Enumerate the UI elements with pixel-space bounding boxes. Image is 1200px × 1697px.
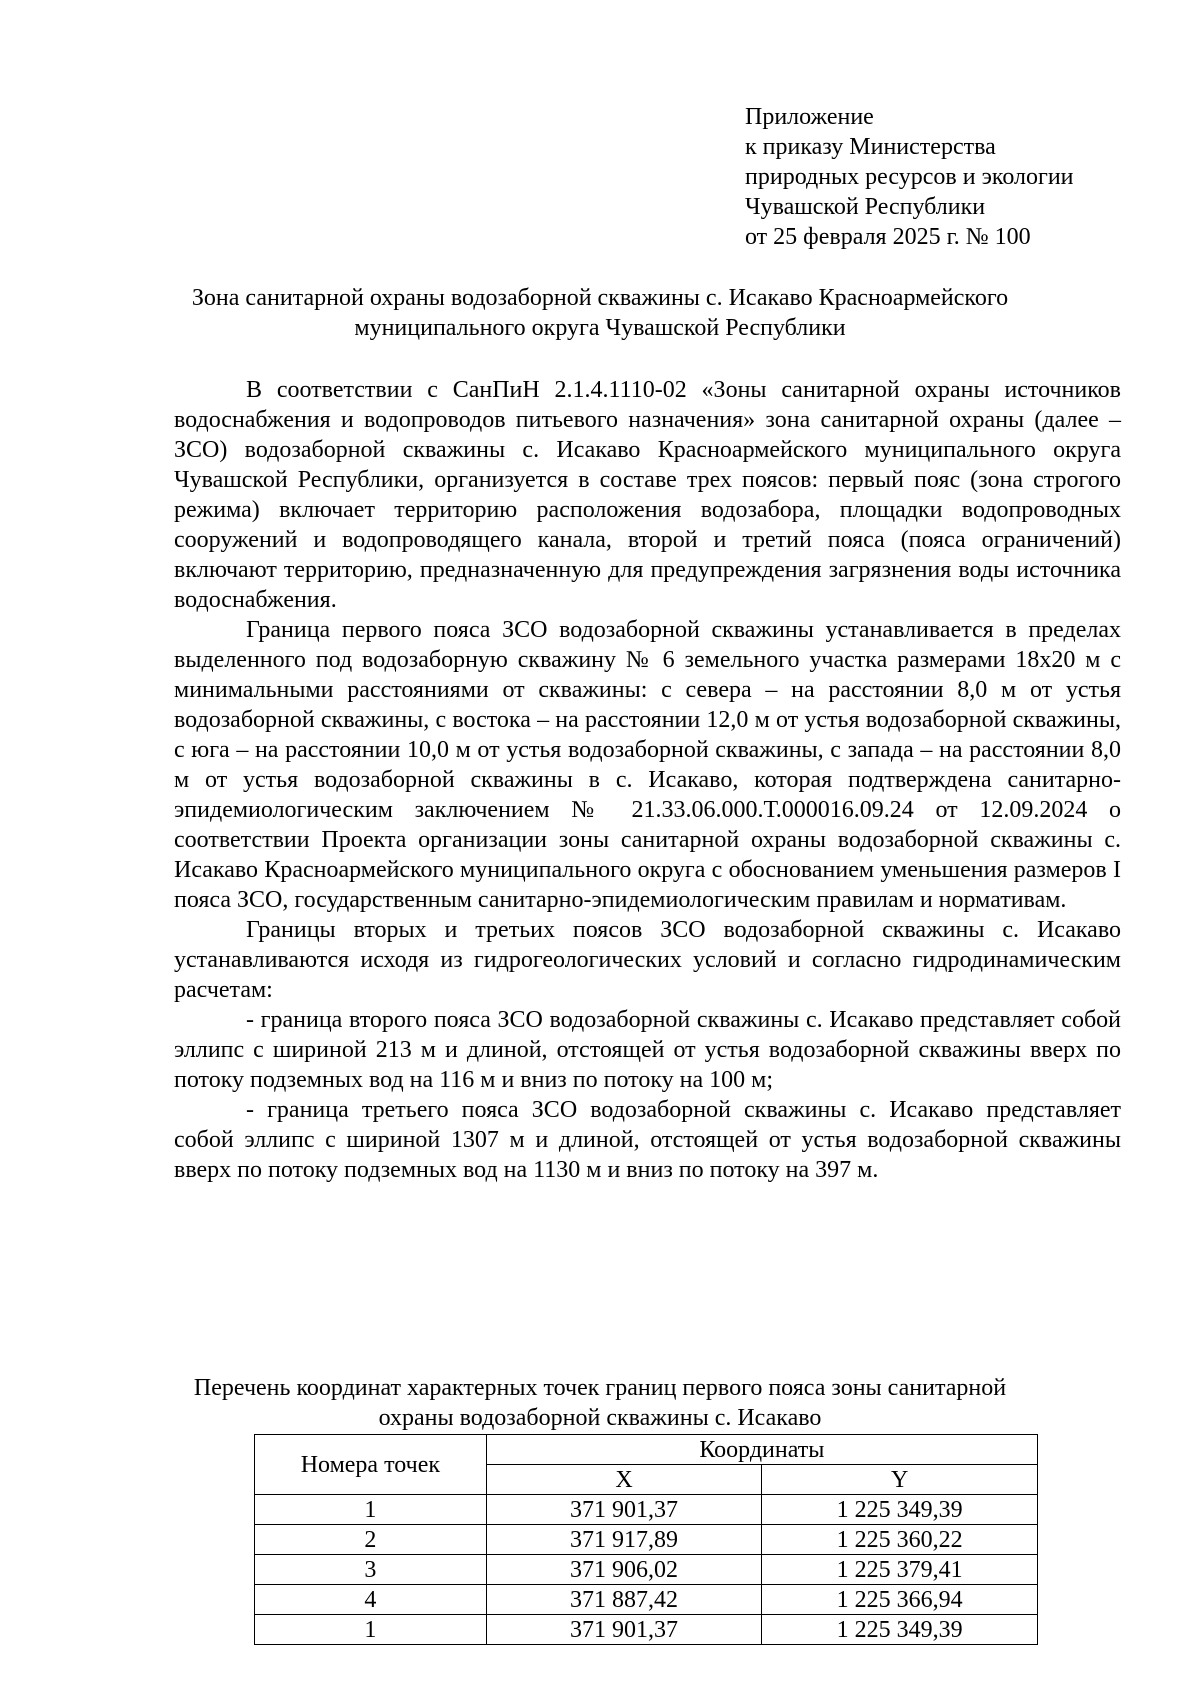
paragraph-first-belt: Граница первого пояса ЗСО водозаборной скважины устанавливается в пределах выделенного под водозаборную скважину № 6 земельного участка размерами 18х20 м с минимальными расстояниями от скважины: с севера – на расстоянии 8,0 м от устья водозаборной скважины, с востока – на расстоянии 12,0 м от устья водозаборной скважины, с юга – на расстоянии 10,0 м от устья водозаборной скважины, с запада – на расстоянии 8,0 м от устья водозаборной скважины в с. Исакаво, которая подтверждена санитарно-эпидемиологическим заключением № 21.33.06.000.Т.000016.09.24 от 12.09.2024 о соответствии Проекта организации зоны санитарной охраны водозаборной скважины с. Исакаво Красноармейского муниципального округа с обоснованием уменьшения размеров I пояса ЗСО, государственным санитарно-эпидемиологическим правилам и нормативам.: [174, 617, 1121, 913]
paragraph-sanpin: В соответствии с СанПиН 2.1.4.1110-02 «Зоны санитарной охраны источников водоснабжения и водопроводов питьевого назначения» зона санитарной охраны (далее – ЗСО) водозаборной скважины с. Исакаво Красноармейского муниципального округа Чувашской Республики, организуется в составе трех поясов: первый пояс (зона строгого режима) включает территорию расположения водозабора, площадки водопроводных сооружений и водопроводящего канала, второй и третий пояса (пояса ограничений) включают территорию, предназначенную для предупреждения загрязнения воды источника водоснабжения.: [174, 377, 1121, 613]
appendix-line: от 25 февраля 2025 г. № 100: [745, 224, 1031, 250]
appendix-line: Чувашской Республики: [745, 194, 986, 220]
table-row: [255, 1555, 1038, 1585]
cell-y: 1 225 349,39: [762, 1615, 1038, 1645]
table-row: [255, 1495, 1038, 1525]
paragraph-second-third-belts: Границы вторых и третьих поясов ЗСО водозаборной скважины с. Исакаво устанавливаются исходя из гидрогеологических условий и согласно гидродинамическим расчетам:: [174, 917, 1121, 1003]
cell-y: 1 225 366,94: [762, 1585, 1038, 1615]
coordinates-table: [254, 1434, 1038, 1645]
title-line: Зона санитарной охраны водозаборной скважины с. Исакаво Красноармейского: [191, 285, 1009, 311]
table-header-row: [255, 1435, 1038, 1465]
cell-x: 371 901,37: [486, 1495, 762, 1525]
table-row: [255, 1585, 1038, 1615]
table-title: [150, 1373, 1050, 1433]
title-line: муниципального округа Чувашской Республики: [354, 315, 846, 341]
cell-point: 1: [255, 1495, 487, 1525]
cell-x: 371 906,02: [486, 1555, 762, 1585]
cell-y: 1 225 379,41: [762, 1555, 1038, 1585]
table-title-line: охраны водозаборной скважины с. Исакаво: [378, 1405, 822, 1431]
cell-y: 1 225 360,22: [762, 1525, 1038, 1555]
cell-x: 371 901,37: [486, 1615, 762, 1645]
paragraph-third-belt-boundary: - граница третьего пояса ЗСО водозаборной скважины с. Исакаво представляет собой эллипс с шириной 1307 м и длиной, отстоящей от устья водозаборной скважины вверх по потоку подземных вод на 1130 м и вниз по потоку на 397 м.: [174, 1097, 1121, 1183]
appendix-header: [745, 102, 1074, 252]
table-row: [255, 1615, 1038, 1645]
appendix-line: к приказу Министерства: [745, 134, 996, 160]
header-coordinates: Координаты: [486, 1435, 1037, 1465]
cell-point: 4: [255, 1585, 487, 1615]
header-x: X: [486, 1465, 762, 1495]
cell-x: 371 887,42: [486, 1585, 762, 1615]
cell-x: 371 917,89: [486, 1525, 762, 1555]
cell-y: 1 225 349,39: [762, 1495, 1038, 1525]
paragraph-second-belt-boundary: - граница второго пояса ЗСО водозаборной скважины с. Исакаво представляет собой эллипс с шириной 213 м и длиной, отстоящей от устья водозаборной скважины вверх по потоку подземных вод на 116 м и вниз по потоку на 100 м;: [174, 1007, 1121, 1093]
header-point-numbers: Номера точек: [255, 1435, 487, 1495]
cell-point: 3: [255, 1555, 487, 1585]
document-body: [174, 375, 1121, 1185]
cell-point: 2: [255, 1525, 487, 1555]
cell-point: 1: [255, 1615, 487, 1645]
table-row: [255, 1525, 1038, 1555]
document-title: [150, 283, 1050, 343]
appendix-line: природных ресурсов и экологии: [745, 164, 1074, 190]
appendix-line: Приложение: [745, 104, 874, 130]
table-title-line: Перечень координат характерных точек границ первого пояса зоны санитарной: [193, 1375, 1007, 1401]
header-y: Y: [762, 1465, 1038, 1495]
